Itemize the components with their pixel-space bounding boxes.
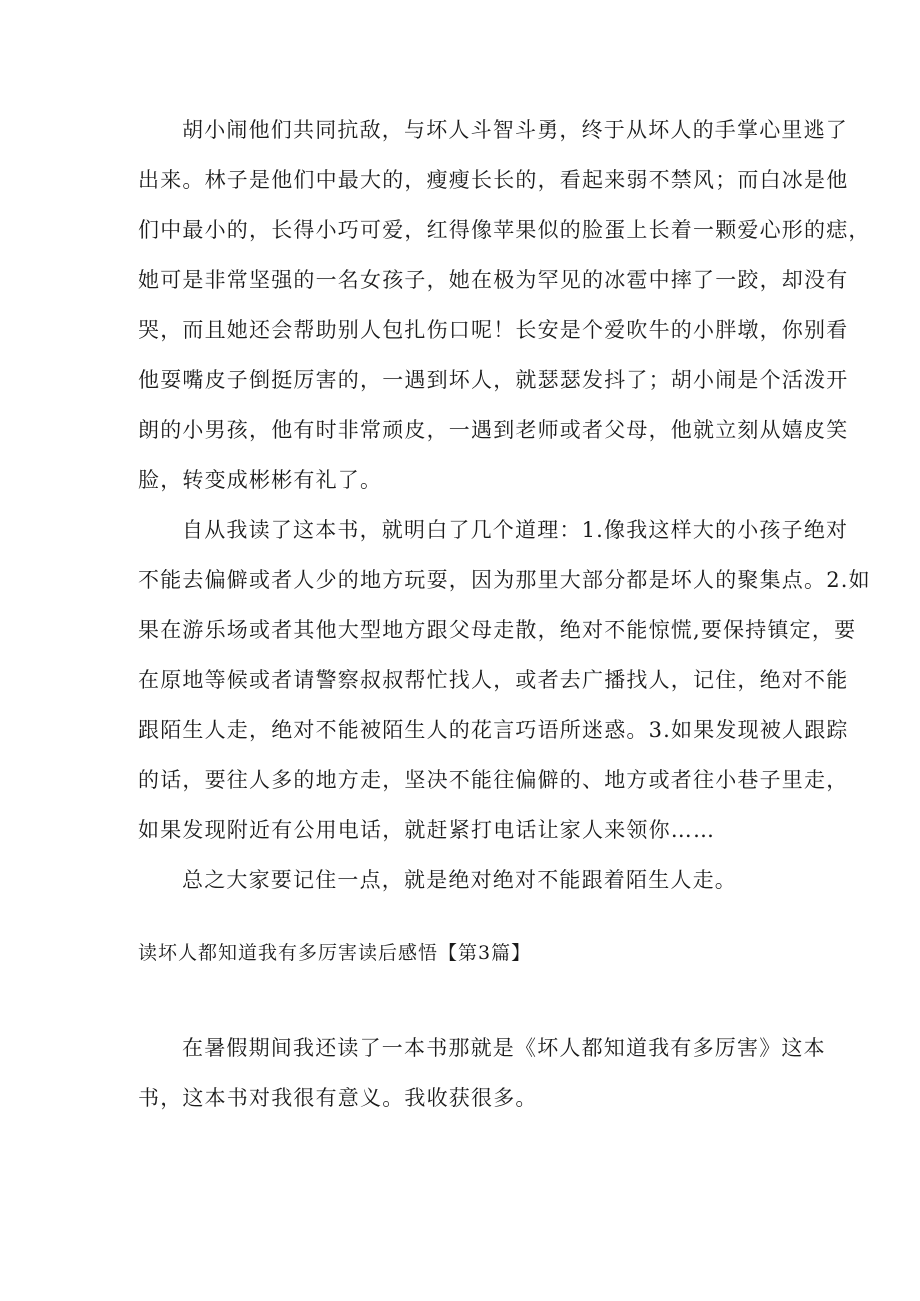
paragraph-line: 脸，转变成彬彬有礼了。 (138, 468, 383, 492)
paragraph-line: 朗的小男孩，他有时非常顽皮，一遇到老师或者父母，他就立刻从嬉皮笑 (138, 418, 849, 442)
paragraph-line: 她可是非常坚强的一名女孩子，她在极为罕见的冰雹中摔了一跤，却没有 (138, 268, 849, 292)
paragraph-line: 哭，而且她还会帮助别人包扎伤口呢！长安是个爱吹牛的小胖墩，你别看 (138, 318, 849, 342)
paragraph-line: 如果发现附近有公用电话，就赶紧打电话让家人来领你…… (138, 818, 716, 842)
section-heading: 读坏人都知道我有多厉害读后感悟【第3篇】 (138, 942, 532, 964)
paragraph-line: 在暑假期间我还读了一本书那就是《坏人都知道我有多厉害》这本 (182, 1036, 826, 1060)
paragraph-line: 果在游乐场或者其他大型地方跟父母走散，绝对不能惊慌,要保持镇定，要 (138, 618, 857, 642)
paragraph-line: 他耍嘴皮子倒挺厉害的，一遇到坏人，就瑟瑟发抖了；胡小闹是个活泼开 (138, 368, 849, 392)
paragraph-line: 出来。林子是他们中最大的，瘦瘦长长的，看起来弱不禁风；而白冰是他 (138, 168, 849, 192)
paragraph-line: 书，这本书对我很有意义。我收获很多。 (138, 1086, 538, 1110)
paragraph-line: 自从我读了这本书，就明白了几个道理：1.像我这样大的小孩子绝对 (182, 518, 849, 542)
paragraph-line: 的话，要往人多的地方走，坚决不能往偏僻的、地方或者往小巷子里走， (138, 768, 849, 792)
paragraph-line: 胡小闹他们共同抗敌，与坏人斗智斗勇，终于从坏人的手掌心里逃了 (182, 118, 848, 142)
paragraph-line: 在原地等候或者请警察叔叔帮忙找人，或者去广播找人，记住，绝对不能 (138, 668, 849, 692)
paragraph-line: 总之大家要记住一点，就是绝对绝对不能跟着陌生人走。 (182, 868, 737, 892)
paragraph-line: 跟陌生人走，绝对不能被陌生人的花言巧语所迷惑。3.如果发现被人跟踪 (138, 718, 849, 742)
paragraph-line: 们中最小的，长得小巧可爱，红得像苹果似的脸蛋上长着一颗爱心形的痣， (138, 218, 871, 242)
paragraph-line: 不能去偏僻或者人少的地方玩耍，因为那里大部分都是坏人的聚集点。2.如 (138, 568, 871, 592)
